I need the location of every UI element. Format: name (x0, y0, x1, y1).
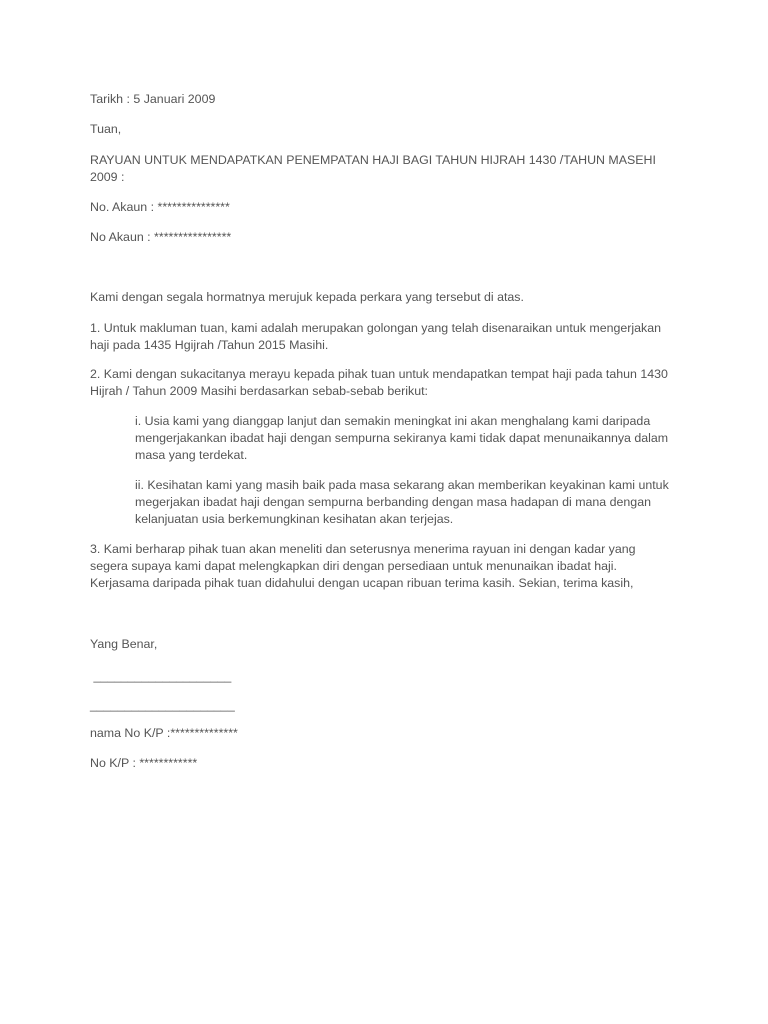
point-3-paragraph (90, 541, 690, 592)
closing: Yang Benar, (90, 637, 158, 651)
paragraph-line: masa yang terdekat. (135, 448, 248, 462)
reason-ii-paragraph (135, 477, 690, 528)
paragraph-line: ii. Kesihatan kami yang masih baik pada masa sekarang akan memberikan keyakinan kami untuk (135, 478, 669, 492)
paragraph-line: Hijrah / Tahun 2009 Masihi berdasarkan sebab-sebab berikut: (90, 384, 428, 398)
name-id-field: nama No K/P :************** (90, 726, 238, 740)
letter-subject (90, 152, 690, 186)
paragraph-line: haji pada 1435 Hgijrah /Tahun 2015 Masihi. (90, 338, 329, 352)
paragraph-line: i. Usia kami yang dianggap lanjut dan semakin meningkat ini akan menghalang kami daripada (135, 414, 651, 428)
salutation: Tuan, (90, 122, 122, 136)
letter-date: Tarikh : 5 Januari 2009 (90, 92, 216, 106)
intro-paragraph: Kami dengan segala hormatnya merujuk kepada perkara yang tersebut di atas. (90, 290, 524, 304)
paragraph-line: 1. Untuk makluman tuan, kami adalah merupakan golongan yang telah disenaraikan untuk mengerjakan (90, 321, 662, 335)
point-1-paragraph (90, 320, 690, 354)
subject-line: 2009 : (90, 170, 125, 184)
account-number-2: No Akaun : **************** (90, 230, 232, 244)
subject-line: RAYUAN UNTUK MENDAPATKAN PENEMPATAN HAJI BAGI TAHUN HIJRAH 1430 /TAHUN MASEHI (90, 153, 656, 167)
paragraph-line: 3. Kami berharap pihak tuan akan meneliti dan seterusnya menerima rayuan ini dengan kadar yang (90, 542, 636, 556)
paragraph-line: mengerjakankan ibadat haji dengan sempurna sekiranya kami tidak dapat menunaikannya dalam (135, 431, 669, 445)
paragraph-line: kelanjuatan usia berkemungkinan kesihatan akan terjejas. (135, 512, 454, 526)
point-2-paragraph (90, 366, 690, 400)
paragraph-line: 2. Kami dengan sukacitanya merayu kepada pihak tuan untuk mendapatkan tempat haji pada tahun 1430 (90, 367, 668, 381)
id-number-field: No K/P : ************ (90, 756, 198, 770)
reason-i-paragraph (135, 413, 690, 464)
signature-line: _____________________ (90, 698, 235, 712)
account-number-1: No. Akaun : *************** (90, 200, 230, 214)
paragraph-line: Kerjasama daripada pihak tuan didahului dengan ucapan ribuan terima kasih. Sekian, terima kasih, (90, 576, 634, 590)
paragraph-line: segera supaya kami dapat melengkapkan diri dengan persediaan untuk menunaikan ibadat haji. (90, 559, 617, 573)
signature-line: ____________________ (90, 669, 232, 683)
paragraph-line: megerjakan ibadat haji dengan sempurna berbanding dengan masa hadapan di mana dengan (135, 495, 651, 509)
